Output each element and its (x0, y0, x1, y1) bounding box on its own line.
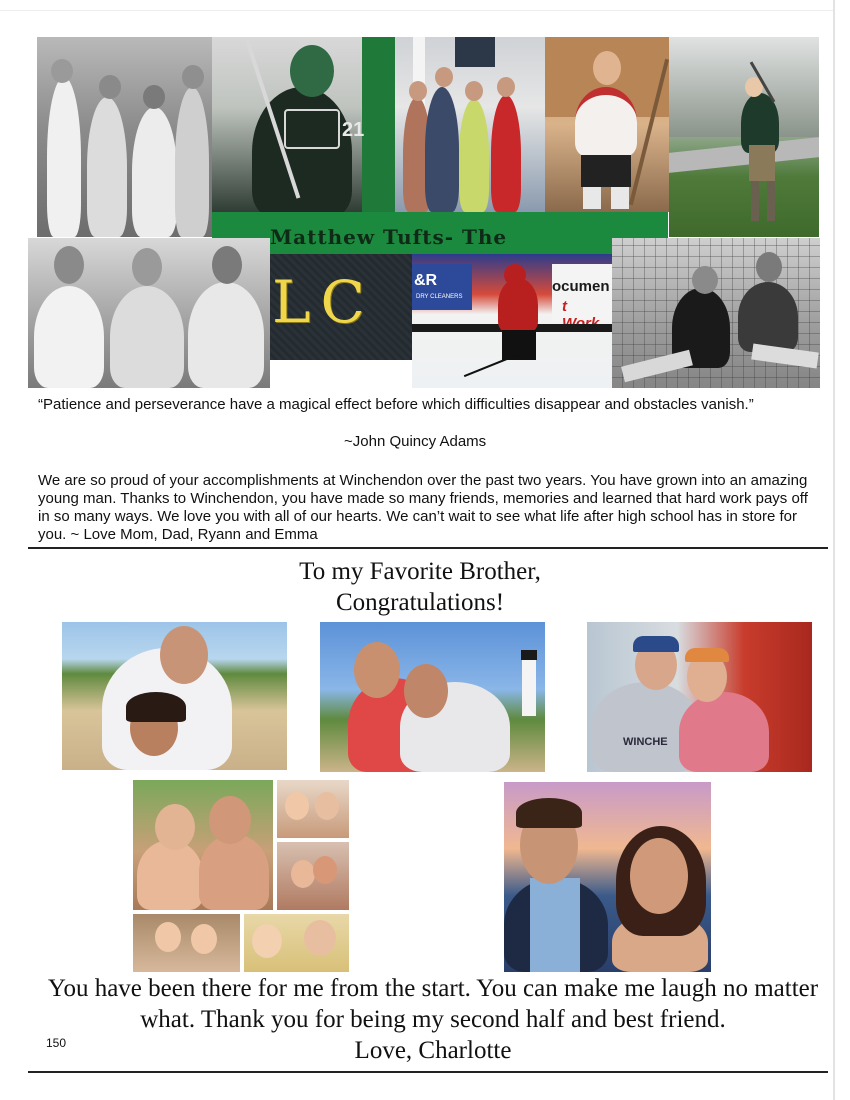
photo-hockey-player (212, 37, 395, 212)
second-ad-title-line2: Congratulations! (335, 589, 505, 616)
arena-sign-right-sub: t (562, 298, 567, 315)
photo-two-friends-net (612, 238, 820, 388)
photo-siblings-beach-hug (62, 622, 287, 770)
quote-text: “Patience and perseverance have a magical effect before which difficulties disappear and obstacles vanish.” (38, 396, 754, 413)
closing-signoff: Love, Charlotte (354, 1037, 512, 1064)
closing-message: You have been there for me from the start. You can make me laugh no matter what. Thank you for being my second half and best friend. (47, 975, 819, 1033)
jersey-number: 21 (342, 119, 365, 141)
shirt-text: WINCHE (623, 736, 668, 748)
banner-title: Matthew Tufts- The (270, 225, 508, 249)
page-number: 150 (46, 1036, 67, 1050)
page-right-edge (833, 0, 835, 1100)
quote-attribution: ~John Quincy Adams (344, 433, 487, 450)
photo-family (395, 37, 545, 212)
divider-rule (28, 547, 828, 549)
photo-group-in-ties (37, 37, 212, 237)
bottom-rule (28, 1071, 828, 1073)
photo-three-friends (28, 238, 270, 388)
second-ad-title-line1: To my Favorite Brother, (299, 558, 541, 585)
arena-sign-left: &R (414, 272, 438, 289)
photo-child-hockey-uniform (545, 37, 669, 212)
photo-infants (244, 914, 349, 972)
arena-sign-right: ocumen (552, 278, 610, 295)
lc-letters: LC (272, 268, 375, 336)
photo-babies-1 (277, 780, 349, 838)
arena-sign-left-sub: DRY CLEANERS (416, 294, 463, 300)
photo-siblings-lighthouse (320, 622, 545, 772)
photo-golf-swing (669, 37, 819, 237)
parents-message: We are so proud of your accomplishments at Winchendon over the past two years. You have grown into an amazing young man. Thanks to Winchendon, you have made so many friends, memories and learned that hard work pays off in so many ways. We love you with all of our hearts. We can’t wait to see what life after high school has in store for you. ~ Love Mom, Dad, Ryann and Emma (38, 472, 808, 543)
second-ad-title (180, 556, 660, 618)
photo-siblings-young-beach (133, 780, 273, 910)
photo-siblings-sunset (504, 782, 711, 972)
second-ad-closing (28, 973, 838, 1066)
page-top-edge (0, 10, 835, 11)
photo-siblings-red-truck (587, 622, 812, 772)
photo-ice-hockey (412, 254, 612, 388)
photo-babies-2 (277, 842, 349, 910)
photo-toddlers (133, 914, 240, 972)
